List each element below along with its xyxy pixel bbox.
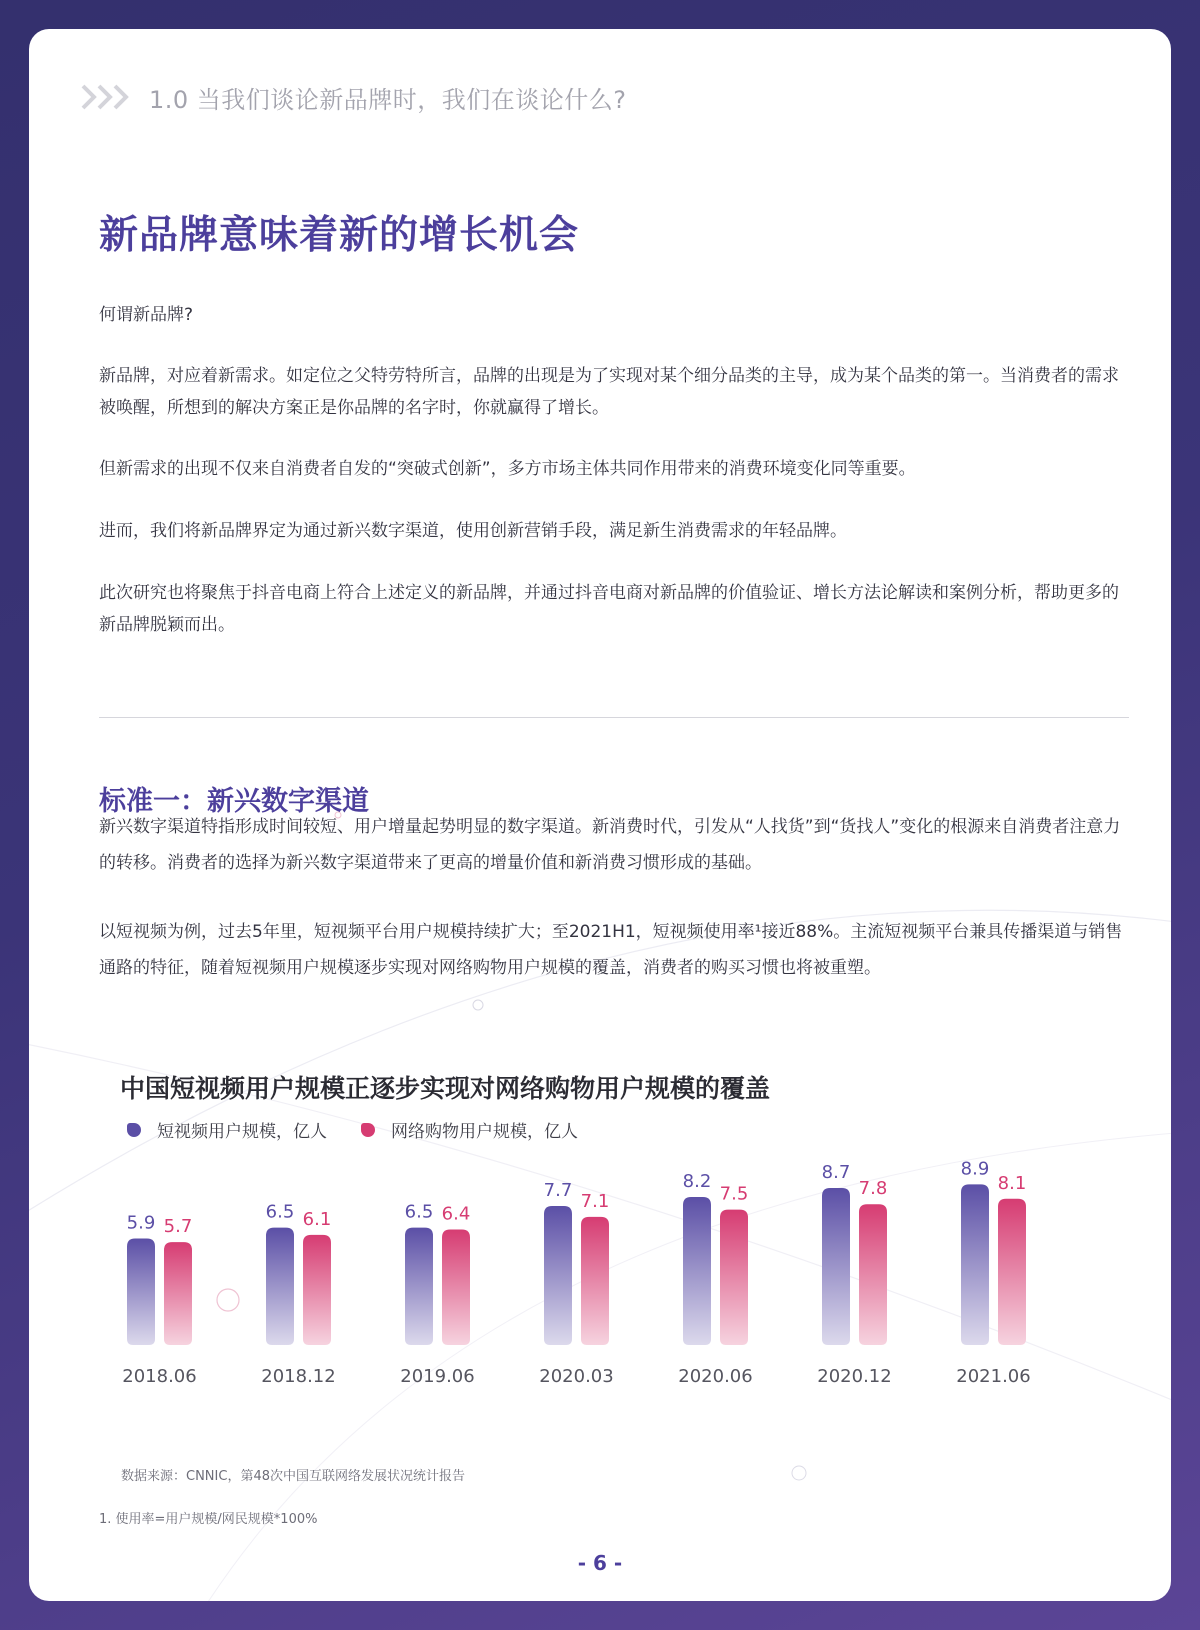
intro-paragraph-3: 进而，我们将新品牌界定为通过新兴数字渠道，使用创新营销手段，满足新生消费需求的年轻品牌。 <box>99 521 847 541</box>
data-label-short-video-2021.06: 8.9 <box>960 1158 990 1180</box>
x-tick-label-2020.03: 2020.03 <box>539 1366 614 1387</box>
data-label-short-video-2020.03: 7.7 <box>543 1180 573 1202</box>
footnote: 1. 使用率=用户规模/网民规模*100% <box>99 1512 318 1527</box>
bar-online-shopping-2021.06 <box>998 1199 1026 1345</box>
bar-short-video-2021.06 <box>961 1184 989 1345</box>
bar-online-shopping-2019.06 <box>442 1229 470 1345</box>
bar-short-video-2020.03 <box>544 1206 572 1345</box>
bar-short-video-2018.12 <box>266 1228 294 1345</box>
section-title: 1.0 当我们谈论新品牌时，我们在谈论什么? <box>149 85 627 114</box>
data-label-online-shopping-2021.06: 8.1 <box>997 1172 1027 1194</box>
bar-short-video-2020.06 <box>683 1197 711 1345</box>
data-label-short-video-2018.06: 5.9 <box>126 1212 156 1234</box>
standard-heading: 标准一：新兴数字渠道 <box>99 786 369 817</box>
page-title: 新品牌意味着新的增长机会 <box>99 213 580 258</box>
standard-paragraph-1: 新兴数字渠道特指形成时间较短、用户增量起势明显的数字渠道。新消费时代，引发从“人找货”到“货找人”变化的根源来自消费者注意力的转移。消费者的选择为新兴数字渠道带来了更高的增量价值和新消费习惯形成的基础。 <box>99 817 1121 873</box>
intro-paragraph-2: 但新需求的出现不仅来自消费者自发的“突破式创新”，多方市场主体共同作用带来的消费环境变化同等重要。 <box>99 459 916 479</box>
legend-label-short-video: 短视频用户规模，亿人 <box>157 1122 327 1142</box>
data-label-short-video-2019.06: 6.5 <box>404 1201 434 1223</box>
bar-online-shopping-2020.12 <box>859 1204 887 1345</box>
data-label-short-video-2020.12: 8.7 <box>821 1161 851 1183</box>
x-tick-label-2019.06: 2019.06 <box>400 1366 475 1387</box>
bar-online-shopping-2018.12 <box>303 1235 331 1345</box>
data-label-online-shopping-2020.12: 7.8 <box>858 1178 888 1200</box>
data-label-short-video-2020.06: 8.2 <box>682 1170 712 1192</box>
data-label-online-shopping-2018.06: 5.7 <box>163 1216 193 1238</box>
data-label-short-video-2018.12: 6.5 <box>265 1201 295 1223</box>
bar-short-video-2018.06 <box>127 1239 155 1345</box>
bar-online-shopping-2020.03 <box>581 1217 609 1345</box>
data-label-online-shopping-2020.03: 7.1 <box>580 1190 610 1212</box>
intro-paragraph-4: 此次研究也将聚焦于抖音电商上符合上述定义的新品牌，并通过抖音电商对新品牌的价值验证、增长方法论解读和案例分析，帮助更多的新品牌脱颖而出。 <box>99 583 1119 635</box>
chart-title: 中国短视频用户规模正逐步实现对网络购物用户规模的覆盖 <box>120 1074 771 1103</box>
legend-label-online-shopping: 网络购物用户规模，亿人 <box>391 1122 578 1142</box>
bar-online-shopping-2020.06 <box>720 1210 748 1345</box>
data-label-online-shopping-2019.06: 6.4 <box>441 1203 471 1225</box>
standard-paragraph-2: 以短视频为例，过去5年里，短视频平台用户规模持续扩大；至2021H1，短视频使用率¹接近88%。主流短视频平台兼具传播渠道与销售通路的特征，随着短视频用户规模逐步实现对网络购物用户规模的覆盖，消费者的购买习惯也将被重塑。 <box>99 922 1123 978</box>
x-tick-label-2021.06: 2021.06 <box>956 1366 1031 1387</box>
bar-chart <box>29 29 1171 1601</box>
intro-paragraph-1: 新品牌，对应着新需求。如定位之父特劳特所言，品牌的出现是为了实现对某个细分品类的主导，成为某个品类的第一。当消费者的需求被唤醒，所想到的解决方案正是你品牌的名字时，你就赢得了增长。 <box>99 366 1119 418</box>
data-source-note: 数据来源：CNNIC，第48次中国互联网络发展状况统计报告 <box>121 1469 465 1484</box>
report-page <box>29 29 1171 1601</box>
bar-online-shopping-2018.06 <box>164 1242 192 1345</box>
page-number: - 6 - <box>577 1551 623 1575</box>
x-tick-label-2020.06: 2020.06 <box>678 1366 753 1387</box>
bar-short-video-2019.06 <box>405 1228 433 1345</box>
data-label-online-shopping-2018.12: 6.1 <box>302 1208 332 1230</box>
x-tick-label-2018.06: 2018.06 <box>122 1366 197 1387</box>
x-tick-label-2020.12: 2020.12 <box>817 1366 892 1387</box>
x-tick-label-2018.12: 2018.12 <box>261 1366 336 1387</box>
intro-question: 何谓新品牌? <box>99 305 194 325</box>
bar-short-video-2020.12 <box>822 1188 850 1345</box>
data-label-online-shopping-2020.06: 7.5 <box>719 1183 749 1205</box>
